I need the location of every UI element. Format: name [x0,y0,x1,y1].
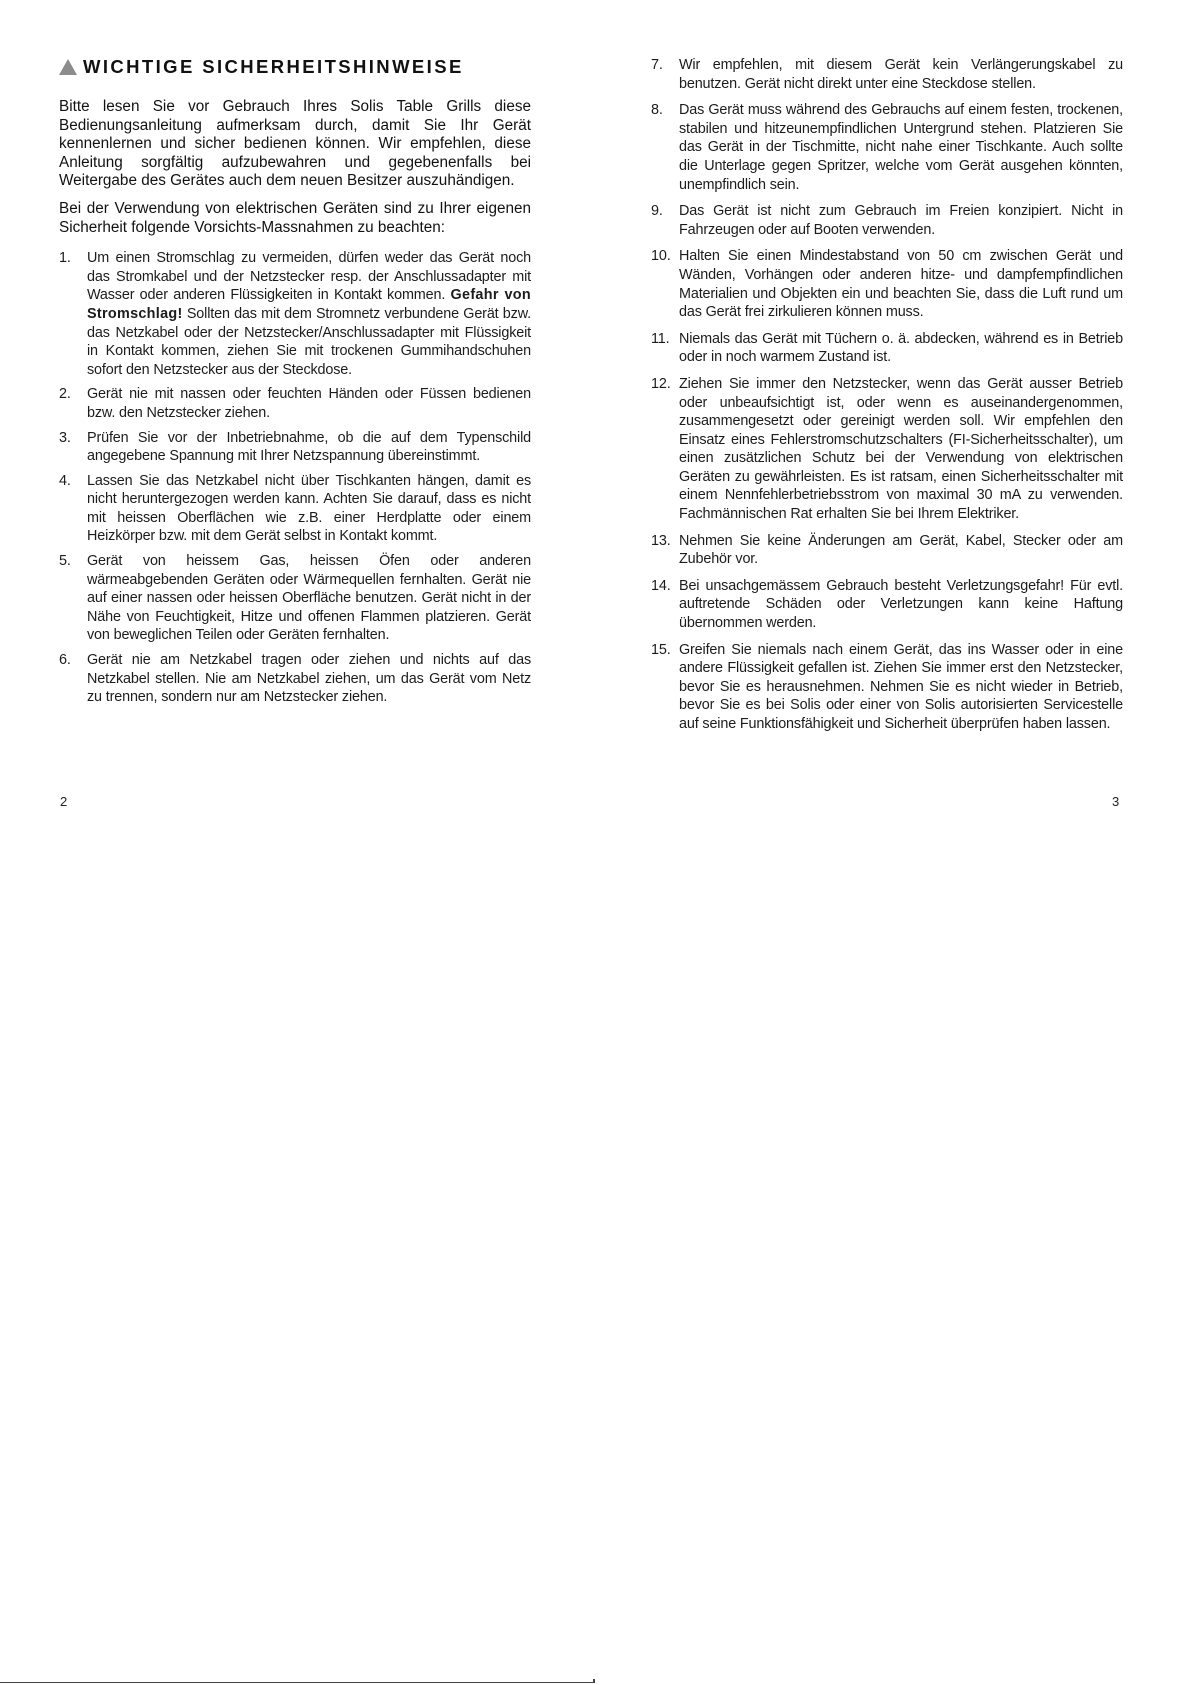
item-number: 8. [651,102,663,119]
warning-triangle-icon [59,59,77,75]
item-text: Prüfen Sie vor der Inbetriebnahme, ob die auf dem Typenschild angegebene Spannung mit Ihrer Netzspannung übereinstimmt. [87,429,531,465]
item-number: 7. [651,57,663,73]
item-text: Niemals das Gerät mit Tüchern o. ä. abdecken, während es in Betrieb oder in noch warmem Zustand ist. [679,330,1123,366]
list-item [59,385,531,422]
list-item [651,641,1123,734]
page-title-text: WICHTIGE SICHERHEITSHINWEISE [83,56,464,77]
item-number: 4. [59,472,71,489]
item-text: Das Gerät muss während des Gebrauchs auf einem festen, trockenen, stabilen und hitzeunempfindlichen Untergrund stehen. Platzieren Sie das Gerät in der Tischmitte, nicht nahe einer Tischkante. Auch sollte die Unterlage gegen Spritzer, welche vom Gerät ausgehen könnten, unempfindlich sein. [679,102,1123,193]
item-text: Ziehen Sie immer den Netzstecker, wenn das Gerät ausser Betrieb oder unbeaufsichtigt ist, oder wenn es auseinandergenommen, zusammengesetzt oder gereinigt werden soll. Wir empfehlen den Einsatz eines Fehlerstromschutzschalters (FI-Sicherheitsschalter), um einen zusätzlichen Schutz bei der Verwendung von elektrischen Geräten zu gewährleisten. Es ist ratsam, einen Sicherheitsschalter mit einem Nennfehlerbetriebsstrom von maximal 30 mA zu verwenden. Fachmännischen Rat erhalten Sie bei Ihrem Elektriker. [679,375,1123,523]
right-column [651,56,1123,742]
left-column [59,56,531,713]
page-title [59,56,531,78]
item-text: Bei unsachgemässem Gebrauch besteht Verletzungsgefahr! Für evtl. auftretende Schäden oder Verletzungen kann keine Haftung übernommen werden. [679,577,1123,632]
page-number-right: 3 [1112,794,1120,809]
footer-divider [0,1682,595,1683]
list-item [651,375,1123,524]
item-number: 9. [651,203,663,220]
item-text: Das Gerät ist nicht zum Gebrauch im Freien konzipiert. Nicht in Fahrzeugen oder auf Booten verwenden. [679,203,1123,238]
item-emphasis: Gefahr von Stromschlag! [87,287,531,322]
item-text: Um einen Stromschlag zu vermeiden, dürfen weder das Gerät noch das Stromkabel und der Netzstecker resp. der Anschlussadapter mit Wasser oder anderen Flüssigkeiten in Kontakt kommen. [87,250,531,304]
footer-crop-mark [593,1679,595,1682]
safety-list-right [651,56,1123,734]
safety-list-left [59,249,531,707]
item-text: Gerät nie am Netzkabel tragen oder ziehen und nichts auf das Netzkabel stellen. Nie am Netzkabel ziehen, um das Gerät vom Netz zu trennen, sondern nur am Netzstecker ziehen. [87,652,531,706]
item-number: 10. [651,248,671,265]
list-item [59,472,531,546]
page-number-left: 2 [60,794,68,809]
item-number: 11. [651,330,670,347]
list-item [651,330,1123,367]
item-number: 12. [651,375,671,392]
item-number: 3. [59,429,71,446]
list-item [59,552,531,645]
item-text: Greifen Sie niemals nach einem Gerät, das ins Wasser oder in eine andere Flüssigkeit gefallen ist. Ziehen Sie immer erst den Netzstecker, bevor Sie es herausnehmen. Nehmen Sie es nicht wieder in Betrieb, bevor Sie es bei Solis oder einer von Solis autorisierten Servicestelle auf seine Funktionsfähigkeit und Sicherheit überprüfen haben lassen. [679,641,1123,732]
item-number: 1. [59,250,71,267]
list-item [59,429,531,466]
item-text: Gerät nie mit nassen oder feuchten Händen oder Füssen bedienen bzw. den Netzstecker ziehen. [87,386,531,421]
item-text: Halten Sie einen Mindestabstand von 50 cm zwischen Gerät und Wänden, Vorhängen oder anderen hitze- und dampfempfindlichen Materialien und Objekten ein und beachten Sie, dass die Luft rund um das Gerät frei zirkulieren können muss. [679,248,1123,321]
list-item [59,249,531,379]
list-item [651,101,1123,194]
intro-paragraph: Bei der Verwendung von elektrischen Geräten sind zu Ihrer eigenen Sicherheit folgende Vorsichts-Massnahmen zu beachten: [59,199,531,236]
item-number: 5. [59,553,71,570]
list-item [651,532,1123,569]
item-number: 14. [651,577,671,594]
item-text: Wir empfehlen, mit diesem Gerät kein Verlängerungskabel zu benutzen. Gerät nicht direkt unter eine Steckdose stellen. [679,57,1123,92]
list-item [651,56,1123,93]
item-number: 2. [59,386,71,403]
list-item [651,202,1123,239]
item-number: 13. [651,532,671,549]
item-number: 6. [59,652,71,669]
item-text: Lassen Sie das Netzkabel nicht über Tischkanten hängen, damit es nicht heruntergezogen werden kann. Achten Sie darauf, dass es nicht mit heissen Oberflächen wie z.B. einer Herdplatte oder einem Heizkörper bzw. mit dem Gerät selbst in Kontakt kommt. [87,472,531,545]
list-item [651,577,1123,633]
item-text: Nehmen Sie keine Änderungen am Gerät, Kabel, Stecker oder am Zubehör vor. [679,532,1123,568]
item-number: 15. [651,641,671,658]
item-text: Sollten das mit dem Stromnetz verbundene Gerät bzw. das Netzkabel oder der Netzstecker/Anschlussadapter mit Flüssigkeit in Kontakt kommen, ziehen Sie mit trockenen Gummihandschuhen sofort den Netzstecker aus der Steckdose. [87,305,531,378]
item-text: Gerät von heissem Gas, heissen Öfen oder anderen wärmeabgebenden Geräten oder Wärmequellen fernhalten. Gerät nie auf einer nassen oder heissen Oberfläche benutzen. Gerät nicht in der Nähe von Feuchtigkeit, Hitze und offenen Flammen platzieren. Gerät von beweglichen Teilen oder Geräten fernhalten. [87,553,531,644]
list-item [59,651,531,707]
list-item [651,247,1123,321]
intro-paragraph: Bitte lesen Sie vor Gebrauch Ihres Solis Table Grills diese Bedienungsanleitung aufmerksam durch, damit Sie Ihr Gerät kennenlernen und sicher bedienen können. Wir empfehlen, diese Anleitung sorgfältig aufzubewahren und gegebenenfalls bei Weitergabe des Gerätes auch dem neuen Besitzer auszuhändigen. [59,98,531,190]
